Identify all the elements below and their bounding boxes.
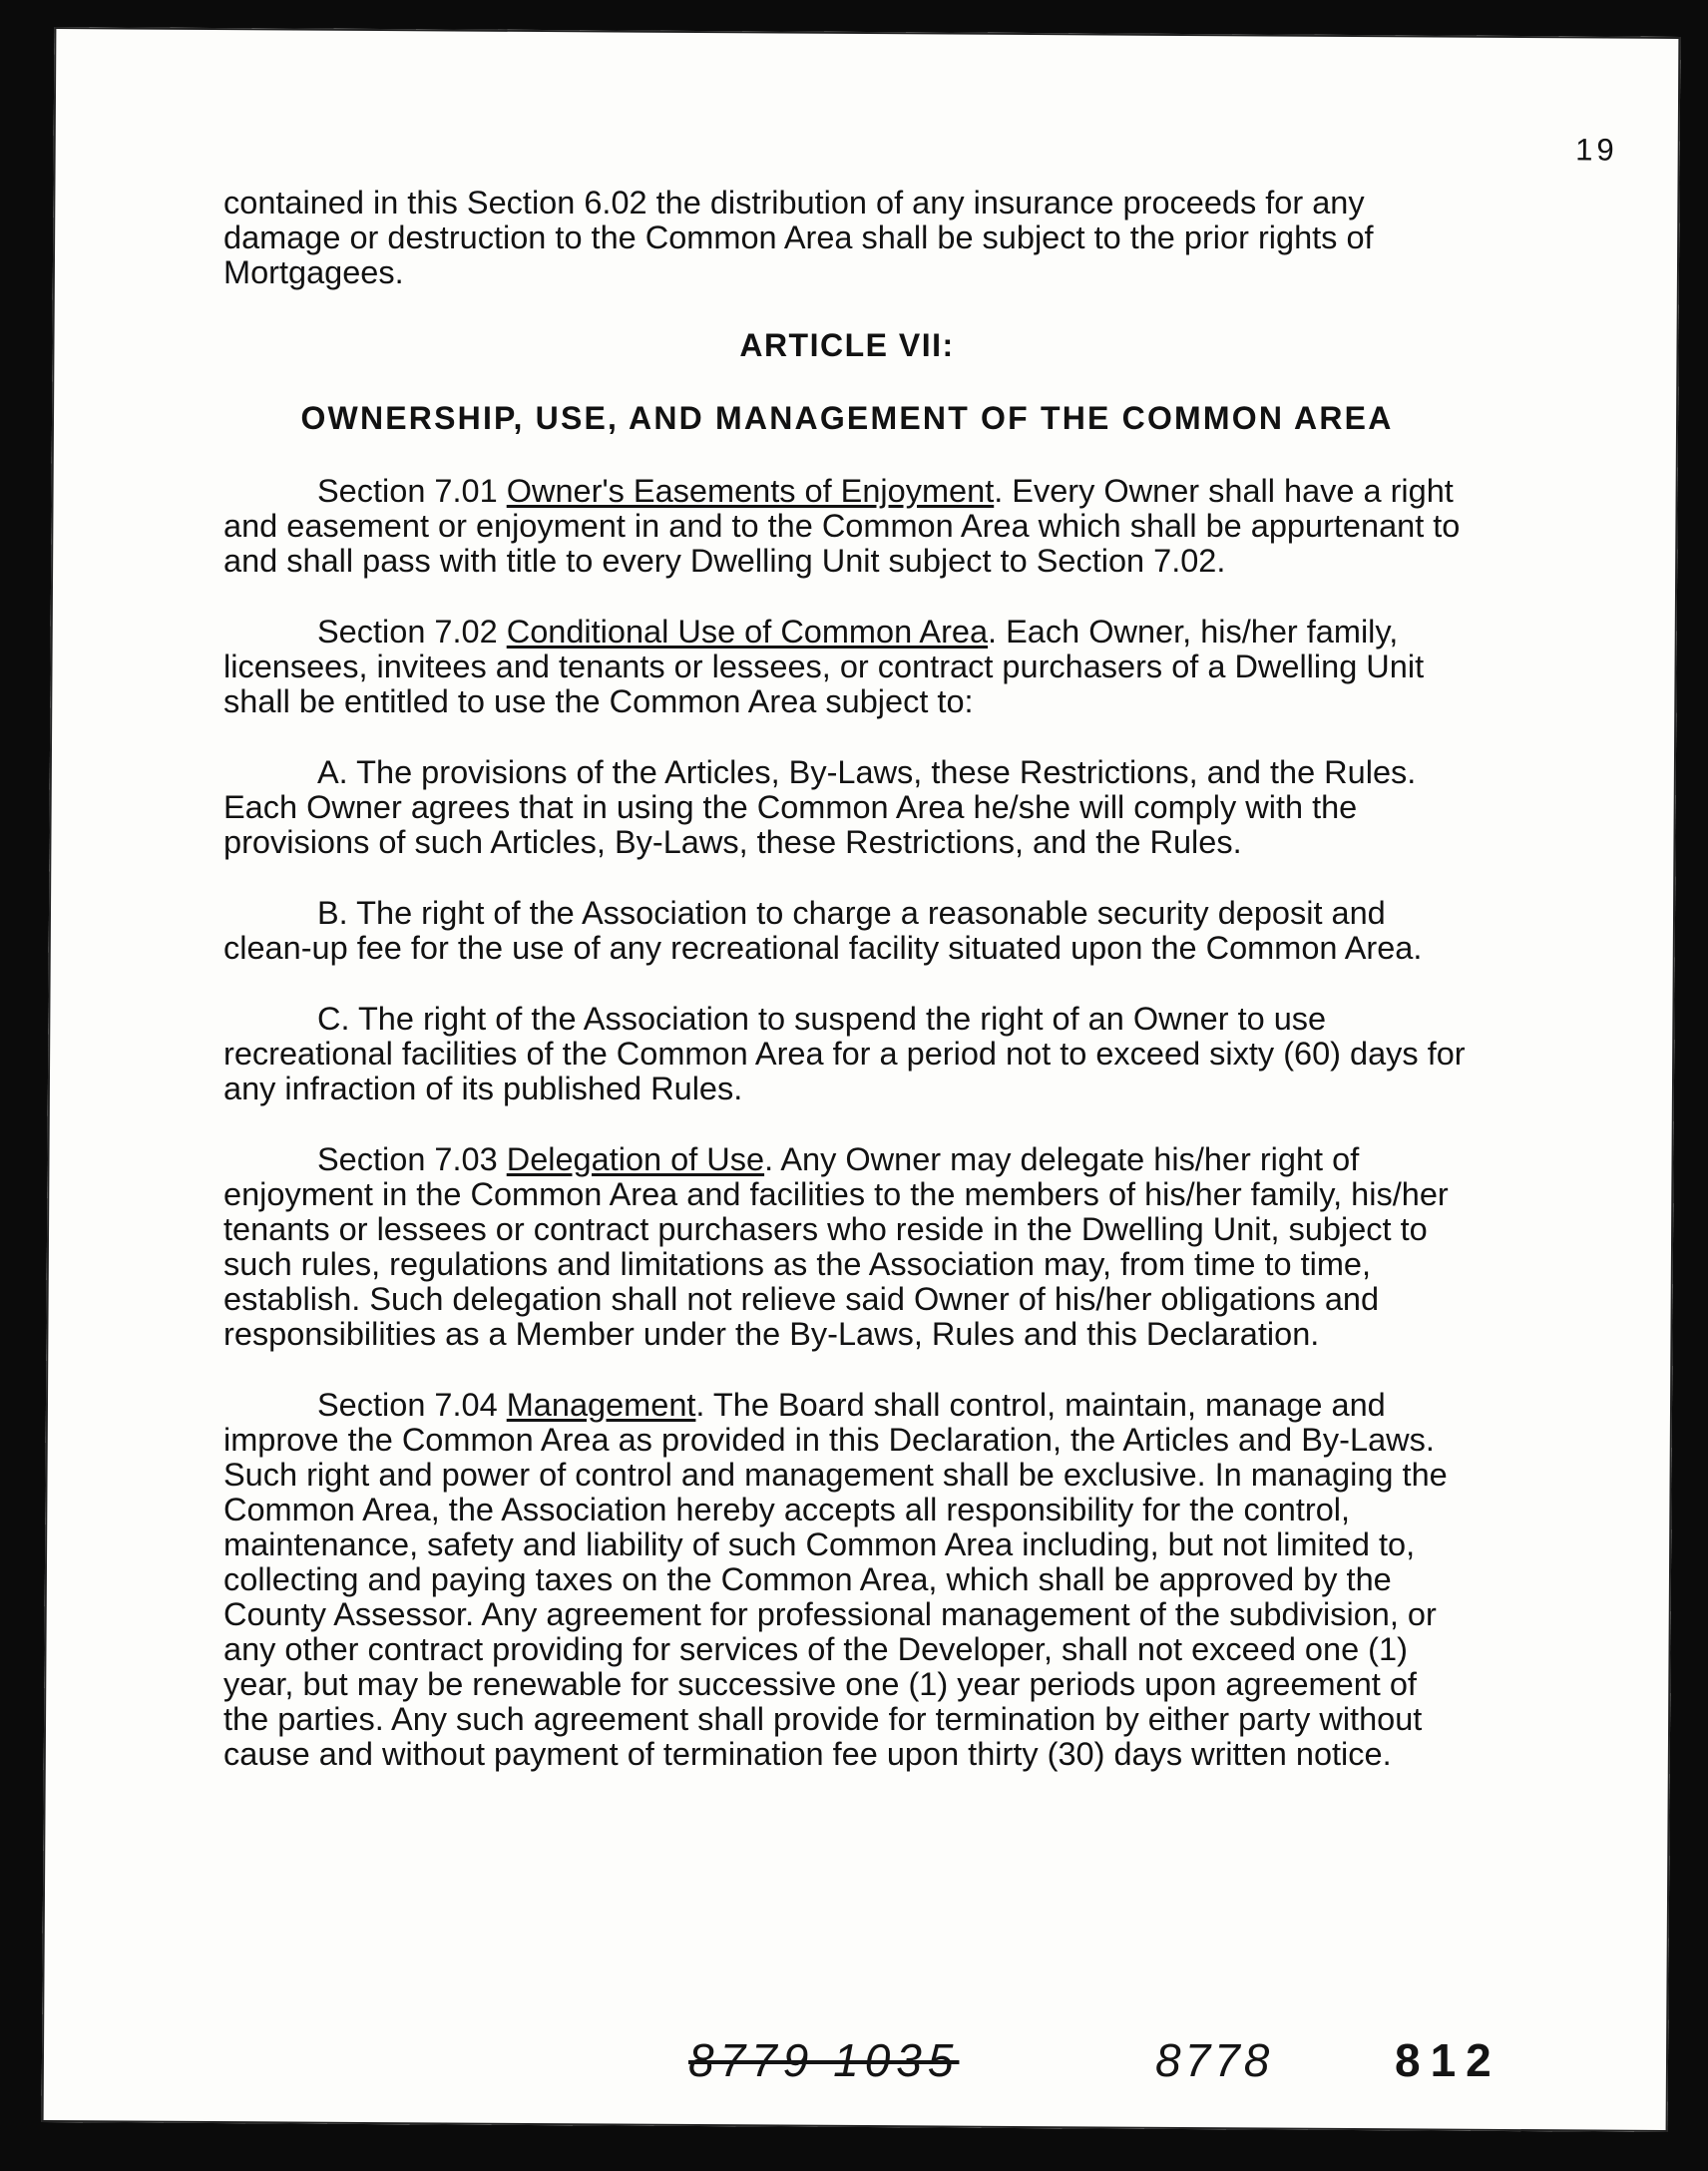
section-7-01-heading: Owner's Easements of Enjoyment [506, 473, 995, 509]
section-7-02-number: Section 7.02 [317, 614, 498, 650]
record-code: 8778 [1155, 2034, 1274, 2086]
page-number: 19 [1575, 132, 1618, 168]
section-7-01-text: . Every Owner shall have a right and easement or enjoyment in and to the Common Area which shall be appurtenant to and shall pass with title to every Dwelling Unit subject to Section 7.02. [223, 473, 1461, 579]
document-body [223, 186, 1471, 1808]
section-7-02-text: . Each Owner, his/her family, licensees, invitees and tenants or lessees, or contract purchasers of a Dwelling Unit shall be entitled to use the Common Area subject to: [223, 614, 1425, 719]
section-7-04-text: . The Board shall control, maintain, manage and improve the Common Area as provided in this Declaration, the Articles and By-Laws. Such right and power of control and management shall be exclusive. In managing the Common Area, the Association hereby accepts all responsibility for the control, maintenance, safety and liability of such Common Area including, but not limited to, collecting and paying taxes on the Common Area, which shall be approved by the County Assessor. Any agreement for professional management of the subdivision, or any other contract providing for services of the Developer, shall not exceed one (1) year, but may be renewable for successive one (1) year periods upon agreement of the parties. Any such agreement shall provide for termination by either party without cause and without payment of termination fee upon thirty (30) days written notice. [223, 1387, 1448, 1772]
article-label: ARTICLE VII: [739, 327, 955, 363]
section-7-02-item-c: C. The right of the Association to suspend the right of an Owner to use recreational facilities of the Common Area for a period not to exceed sixty (60) days for any infraction of its published Rules. [223, 1001, 1466, 1106]
struck-reference-number: 8779 1035 [688, 2034, 960, 2086]
section-7-02-heading: Conditional Use of Common Area [506, 614, 989, 650]
section-7-04-heading: Management [506, 1387, 696, 1423]
section-7-01-number: Section 7.01 [317, 473, 498, 509]
section-7-02-item-a: A. The provisions of the Articles, By-Laws, these Restrictions, and the Rules. Each Owner agrees that in using the Common Area he/she will comply with the provisions of such Articles, By-Laws, these Restrictions, and the Rules. [223, 754, 1417, 860]
footer-page-code: 812 [1395, 2034, 1501, 2086]
article-title: OWNERSHIP, USE, AND MANAGEMENT OF THE COMMON AREA [300, 400, 1394, 436]
section-7-04 [223, 1388, 1471, 1772]
section-7-02-item-b: B. The right of the Association to charge a reasonable security deposit and clean-up fee for the use of any recreational facility situated upon the Common Area. [223, 895, 1423, 966]
section-7-03-heading: Delegation of Use [506, 1141, 765, 1177]
section-7-03 [223, 1142, 1471, 1352]
intro-paragraph: contained in this Section 6.02 the distribution of any insurance proceeds for any damage or destruction to the Common Area shall be subject to the prior rights of Mortgagees. [223, 185, 1374, 290]
section-7-02 [223, 615, 1471, 719]
section-7-03-text: . Any Owner may delegate his/her right of enjoyment in the Common Area and facilities to the members of his/her family, his/her tenants or lessees or contract purchasers who reside in the Dwelling Unit, subject to such rules, regulations and limitations as the Association may, from time to time, establish. Such delegation shall not relieve said Owner of his/her obligations and responsibilities as a Member under the By-Laws, Rules and this Declaration. [223, 1141, 1449, 1352]
section-7-04-number: Section 7.04 [317, 1387, 498, 1423]
section-7-01 [223, 474, 1471, 579]
section-7-03-number: Section 7.03 [317, 1141, 498, 1177]
